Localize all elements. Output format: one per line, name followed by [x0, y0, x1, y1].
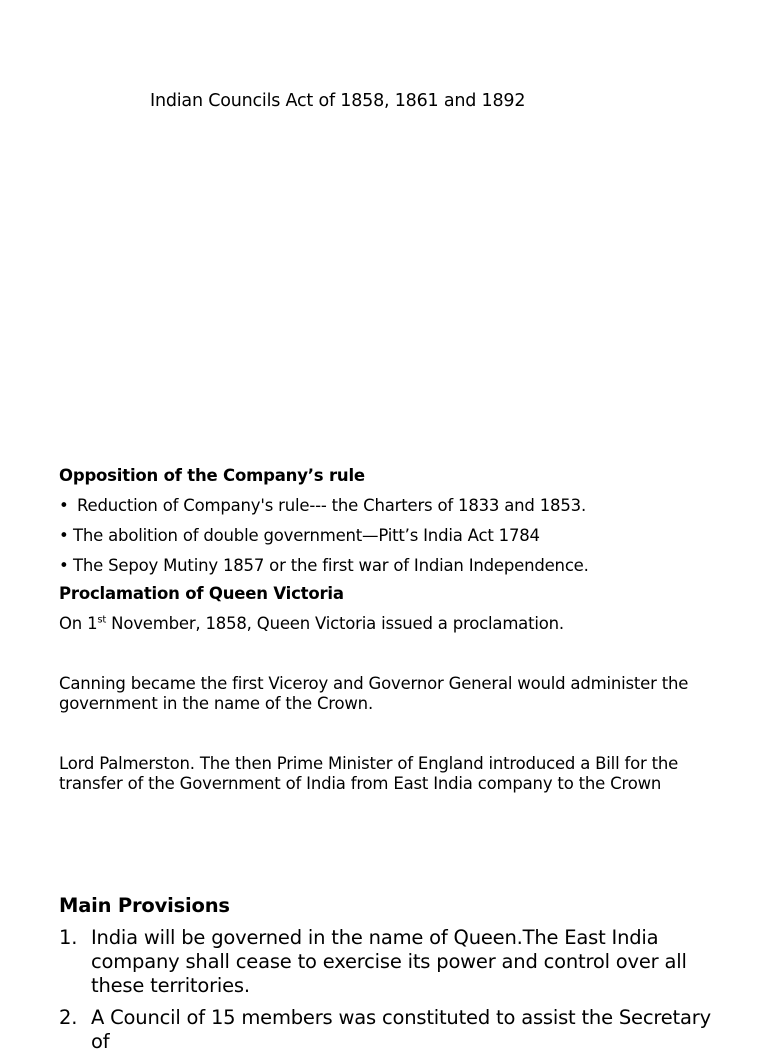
provisions-heading: Main Provisions — [59, 894, 230, 917]
opposition-bullet-1: • Reduction of Company's rule--- the Charters of 1833 and 1853. — [59, 496, 586, 515]
palmerston-paragraph: Lord Palmerston. The then Prime Minister of England introduced a Bill for the transfer of the Government of India from East India company to the Crown — [59, 754, 679, 793]
opposition-section — [59, 466, 749, 576]
document-title: Indian Councils Act of 1858, 1861 and 1892 — [150, 91, 526, 111]
bullet-icon: • — [59, 526, 69, 545]
provision-item-2 — [59, 1006, 719, 1054]
provision-text: India will be governed in the name of Queen.The East India company shall cease to exercise its power and control over all these territories. — [91, 926, 687, 997]
opposition-heading: Opposition of the Company’s rule — [59, 466, 365, 485]
provision-item-1 — [59, 926, 719, 998]
provisions-section — [59, 894, 719, 1054]
bullet-icon: • — [59, 496, 69, 515]
provision-number: 2. — [59, 1006, 78, 1029]
proclamation-line: On 1st November, 1858, Queen Victoria issued a proclamation. — [59, 614, 564, 633]
provision-number: 1. — [59, 926, 78, 949]
provisions-list — [59, 926, 719, 1054]
proclamation-heading: Proclamation of Queen Victoria — [59, 584, 344, 603]
opposition-bullet-3: • The Sepoy Mutiny 1857 or the first war of Indian Independence. — [59, 556, 589, 575]
bullet-icon: • — [59, 556, 69, 575]
canning-paragraph: Canning became the first Viceroy and Governor General would administer the government in the name of the Crown. — [59, 674, 689, 713]
provision-text: A Council of 15 members was constituted to assist the Secretary of — [91, 1006, 711, 1053]
opposition-bullet-2: • The abolition of double government—Pitt’s India Act 1784 — [59, 526, 540, 545]
proclamation-section — [59, 584, 749, 634]
